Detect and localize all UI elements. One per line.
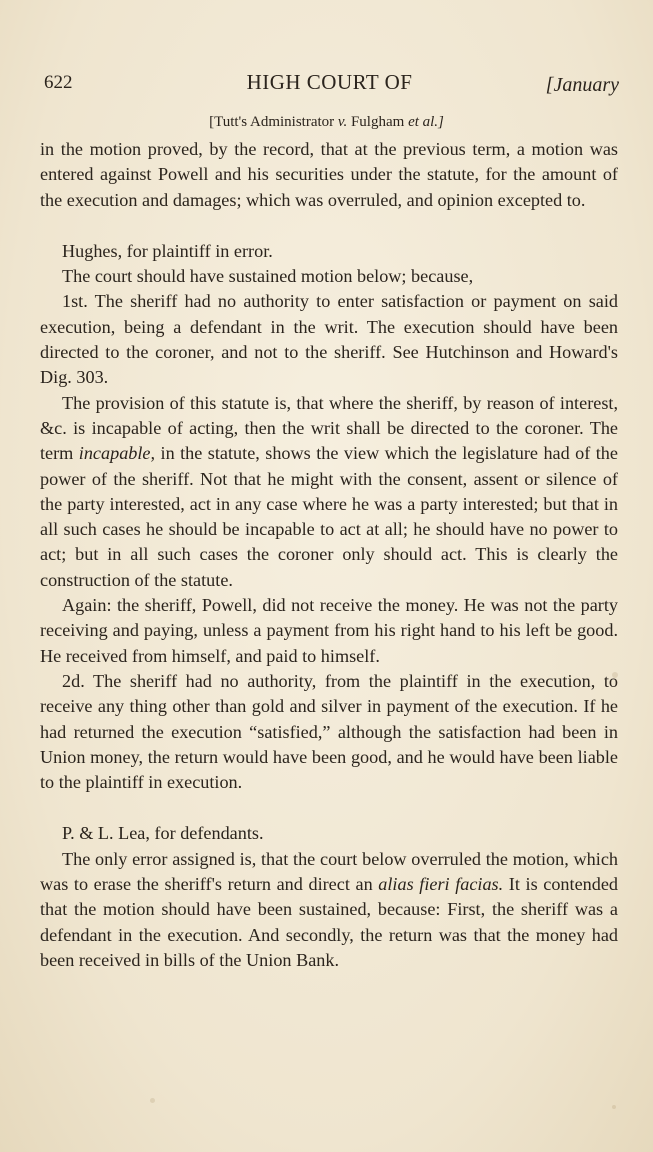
page-number: 622 — [44, 72, 73, 93]
paragraph: 2d. The sheriff had no authority, from the plaintiff in the execution, to receive any thing other than gold and silver in payment of the execution. If he had returned the execution “satisfied,” although the satisfaction had been in Union money, the return would have been good, and he would have been liable to the plaintiff in execution. — [40, 670, 618, 793]
page-header — [40, 70, 619, 100]
counsel-line: P. & L. Lea, for defendants. — [62, 823, 264, 844]
paper-spot — [150, 1098, 155, 1103]
case-title — [0, 114, 653, 131]
paragraph: The only error assigned is, that the court below overruled the motion, which was to erase the sheriff's return and direct an alias fieri facias. It is contended that the motion should have been sustained, because: First, the sheriff was a defendant in the execution. And secondly, the return was that the money had been received in bills of the Union Bank. — [40, 848, 619, 970]
page-body — [40, 137, 618, 973]
paper-spot — [612, 1105, 616, 1109]
counsel-line: Hughes, for plaintiff in error. — [62, 240, 273, 261]
running-title: HIGH COURT OF — [246, 70, 413, 94]
paragraph: Again: the sheriff, Powell, did not receive the money. He was not the party receiving and paying, unless a payment from his right hand to his left be good. He received from himself, and paid to himself. — [40, 595, 618, 666]
case-plaintiff: [Tutt's Administrator — [209, 114, 335, 130]
emphasis: alias fieri facias. — [378, 874, 504, 895]
paragraph: The provision of this statute is, that where the sheriff, by reason of interest, &c. is incapable of acting, then the writ shall be directed to the coroner. The term incapable, in the statute, shows the view which the legislature had of the power of the sheriff. Not that he might with the consent, assent or silence of the party interested, act in any case where he was a party interested; but that in all such cases he should be incapable to act at all; he should have no power to act; but in all such cases the coroner only should act. This is clearly the construction of the statute. — [40, 392, 618, 590]
paragraph: The court should have sustained motion below; because, — [62, 266, 474, 287]
case-etal: et al.] — [408, 114, 444, 130]
case-versus: v. — [337, 114, 348, 130]
running-month: [January — [545, 74, 619, 96]
paragraph: 1st. The sheriff had no authority to enter satisfaction or payment on said execution, being a defendant in the writ. The execution should have been directed to the coroner, and not to the sheriff. See Hutchinson and Howard's Dig. 303. — [40, 291, 618, 388]
emphasis: incapable, — [78, 443, 156, 464]
case-defendant: Fulgham — [350, 114, 405, 130]
paragraph: in the motion proved, by the record, that at the previous term, a motion was entered against Powell and his securities under the statute, for the amount of the execution and damages; which was overruled, and opinion excepted to. — [40, 139, 618, 210]
